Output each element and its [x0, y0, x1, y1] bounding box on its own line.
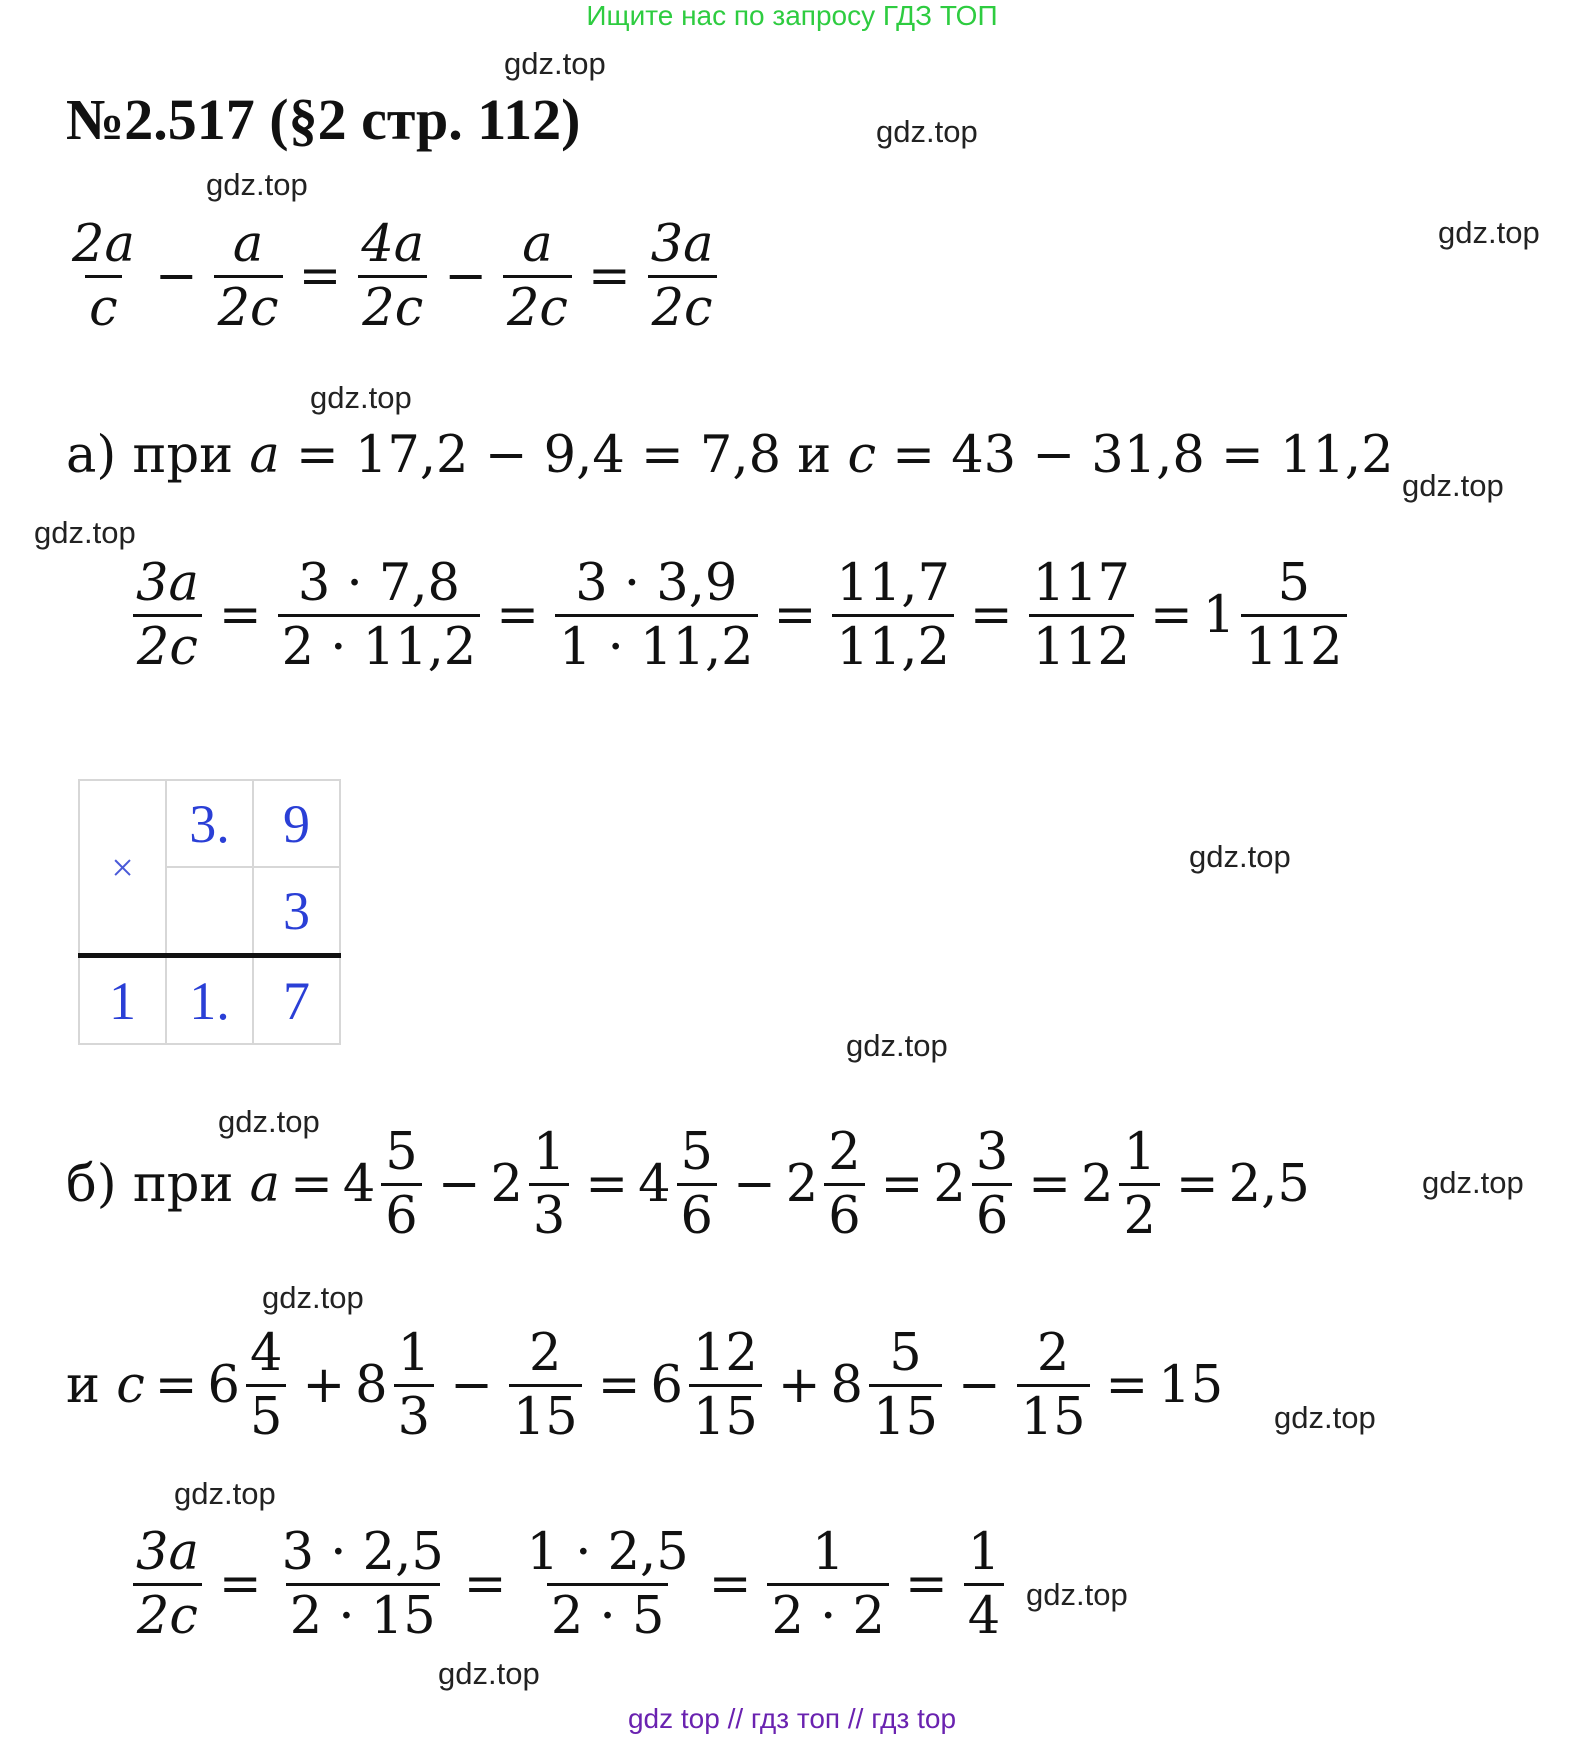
mixed-number: 8 $\frac{5}{15}$	[831, 1325, 948, 1446]
footer-links: gdz top // гдз топ // гдз top	[627, 1703, 957, 1734]
conjunction: и	[797, 426, 832, 485]
mixed-number: 4 $\frac{5}{6}$	[638, 1124, 723, 1245]
mixed-number: 2 $\frac{1}{3}$	[490, 1124, 575, 1245]
fraction: $\frac{3 \cdot 3,9}{1 \cdot 11,2}$	[555, 555, 758, 676]
watermark: gdz.top	[876, 114, 978, 149]
mixed-number: 1 $\frac{5}{112}$	[1203, 555, 1353, 676]
equation-simplify	[62, 216, 724, 337]
fraction: $\frac{1}{4}$	[964, 1524, 1004, 1645]
table-cell: 7	[253, 956, 340, 1045]
mixed-number: 8 $\frac{1}{3}$	[355, 1325, 440, 1446]
mixed-number: 4 $\frac{5}{6}$	[343, 1124, 428, 1245]
calculation-a	[126, 555, 1353, 676]
column-multiplication-table	[78, 779, 341, 1045]
watermark: gdz.top	[34, 515, 136, 550]
equals-sign: =	[218, 586, 262, 646]
watermark: gdz.top	[206, 167, 308, 202]
equals-sign: =	[218, 1555, 262, 1615]
equals-sign: =	[708, 1555, 752, 1615]
mixed-number: 6 $\frac{4}{5}$	[208, 1325, 293, 1446]
minus-sign: −	[154, 247, 198, 307]
watermark: gdz.top	[1189, 839, 1291, 874]
watermark: gdz.top	[846, 1028, 948, 1063]
variable-a: a	[249, 426, 280, 485]
variable-a: a	[249, 1155, 281, 1215]
mixed-number: 2 $\frac{1}{2}$	[1081, 1124, 1166, 1245]
fraction: $\frac{2}{15}$	[509, 1325, 582, 1446]
table-cell: 9	[253, 780, 340, 867]
result: 2,5	[1228, 1155, 1310, 1215]
equals-sign: =	[773, 586, 817, 646]
equals-sign: =	[905, 1555, 948, 1615]
page-title: №2.517 (§2 стр. 112)	[66, 87, 581, 152]
fraction: $\frac{3 \cdot 7,8}{2 \cdot 11,2}$	[278, 555, 481, 676]
mixed-number: 2 $\frac{2}{6}$	[786, 1124, 871, 1245]
calculation-b	[126, 1524, 1010, 1645]
watermark: gdz.top	[1438, 215, 1540, 250]
fraction: $\frac{2a}{c}$	[72, 215, 135, 339]
equals-sign: =	[969, 586, 1013, 646]
watermark: gdz.top	[174, 1476, 276, 1511]
table-cell	[166, 867, 253, 956]
watermark: gdz.top	[310, 380, 412, 415]
fraction: $\frac{3a}{2c}$	[132, 1524, 203, 1645]
expression: = 17,2 − 9,4 = 7,8	[296, 426, 782, 485]
watermark: gdz.top	[218, 1104, 320, 1139]
equals-sign: =	[463, 1555, 507, 1615]
fraction: $\frac{a}{2c}$	[503, 216, 572, 337]
part-label: а) при	[66, 426, 234, 485]
watermark: gdz.top	[1274, 1400, 1376, 1435]
multiply-sign: ×	[79, 780, 166, 956]
watermark: gdz.top	[438, 1656, 540, 1691]
watermark: gdz.top	[262, 1280, 364, 1315]
conjunction: и	[66, 1356, 100, 1416]
fraction: $\frac{4a}{2c}$	[357, 216, 428, 337]
fraction: $\frac{1}{2 \cdot 2}$	[767, 1524, 889, 1645]
part-label: б) при	[66, 1155, 234, 1215]
table-cell: 1	[79, 956, 166, 1045]
mixed-number: 6 $\frac{12}{15}$	[650, 1325, 767, 1446]
watermark: gdz.top	[1026, 1577, 1128, 1612]
fraction: $\frac{117}{112}$	[1029, 555, 1134, 676]
fraction: $\frac{3a}{2c}$	[647, 216, 718, 337]
fraction: $\frac{1 \cdot 2,5}{2 \cdot 5}$	[526, 1523, 689, 1647]
variable-c: c	[116, 1356, 145, 1416]
equals-sign: =	[1149, 586, 1193, 646]
table-cell: 1.	[166, 956, 253, 1045]
part-b-condition: б) при a = 4 $\frac{5}{6}$ − 2 $\frac{1}{3}$ = 4 $\frac{5}{6}$ − 2 $\frac{2}{6}$ = 2 $\frac{3}{6}$ = 2 $\frac{1}{2}$ = 2,5	[66, 1123, 1310, 1247]
minus-sign: −	[444, 247, 487, 307]
fraction: $\frac{11,7}{11,2}$	[832, 555, 954, 676]
fraction: $\frac{2}{15}$	[1017, 1325, 1090, 1446]
part-c-condition: и c = 6 $\frac{4}{5}$ + 8 $\frac{1}{3}$ − $\frac{2}{15}$ = 6 $\frac{12}{15}$ + 8 $\frac{5}{15}$ − $\frac{2}{15}$ = 15	[66, 1324, 1224, 1448]
search-banner: Ищите нас по запросу ГДЗ ТОП	[586, 0, 998, 31]
watermark: gdz.top	[1422, 1165, 1524, 1200]
mixed-number: 2 $\frac{3}{6}$	[933, 1124, 1018, 1245]
fraction: $\frac{3 \cdot 2,5}{2 \cdot 15}$	[281, 1523, 444, 1647]
watermark: gdz.top	[1402, 468, 1504, 503]
table-cell: 3	[253, 867, 340, 956]
part-a-condition	[66, 426, 1394, 485]
fraction: $\frac{a}{2c}$	[214, 216, 283, 337]
equals-sign: =	[298, 247, 342, 307]
variable-c: c	[847, 426, 877, 485]
fraction: $\frac{3a}{2c}$	[132, 555, 203, 676]
expression: = 43 − 31,8 = 11,2	[892, 426, 1394, 485]
watermark: gdz.top	[504, 46, 606, 81]
equals-sign: =	[496, 586, 539, 646]
result: 15	[1158, 1356, 1224, 1416]
table-cell: 3.	[166, 780, 253, 867]
equals-sign: =	[587, 247, 631, 307]
